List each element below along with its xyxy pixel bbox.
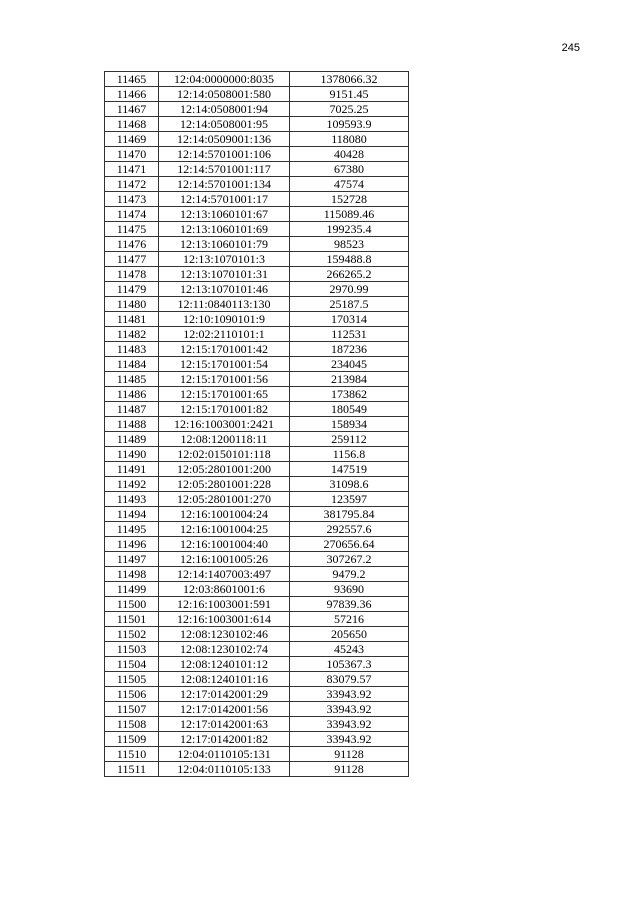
cadastral-number-cell: 12:14:5701001:134 [159,177,290,192]
table-row [105,522,409,537]
table-row [105,207,409,222]
cadastral-number-cell: 12:16:1001005:26 [159,552,290,567]
table-row [105,597,409,612]
row-number-cell: 11495 [105,522,159,537]
row-number-cell: 11479 [105,282,159,297]
row-number-cell: 11478 [105,267,159,282]
cadastral-number-cell: 12:16:1001004:24 [159,507,290,522]
value-cell: 115089.46 [290,207,409,222]
value-cell: 1378066.32 [290,72,409,87]
value-cell: 105367.3 [290,657,409,672]
table-row [105,582,409,597]
cadastral-number-cell: 12:08:1230102:74 [159,642,290,657]
value-cell: 91128 [290,747,409,762]
table-row [105,222,409,237]
cadastral-number-cell: 12:15:1701001:82 [159,402,290,417]
value-cell: 7025.25 [290,102,409,117]
cadastral-number-cell: 12:03:8601001:6 [159,582,290,597]
row-number-cell: 11496 [105,537,159,552]
value-cell: 292557.6 [290,522,409,537]
table-row [105,132,409,147]
row-number-cell: 11502 [105,627,159,642]
cadastral-number-cell: 12:13:1070101:31 [159,267,290,282]
value-cell: 33943.92 [290,687,409,702]
cadastral-number-cell: 12:15:1701001:65 [159,387,290,402]
row-number-cell: 11470 [105,147,159,162]
table-row [105,417,409,432]
cadastral-number-cell: 12:08:1230102:46 [159,627,290,642]
cadastral-number-cell: 12:13:1060101:67 [159,207,290,222]
value-cell: 170314 [290,312,409,327]
row-number-cell: 11504 [105,657,159,672]
cadastral-number-cell: 12:15:1701001:54 [159,357,290,372]
value-cell: 109593.9 [290,117,409,132]
table-row [105,627,409,642]
cadastral-number-cell: 12:13:1060101:69 [159,222,290,237]
value-cell: 158934 [290,417,409,432]
row-number-cell: 11501 [105,612,159,627]
table-row [105,147,409,162]
table-row [105,102,409,117]
value-cell: 67380 [290,162,409,177]
row-number-cell: 11509 [105,732,159,747]
registry-table-body [105,72,409,777]
value-cell: 1156.8 [290,447,409,462]
cadastral-number-cell: 12:16:1003001:2421 [159,417,290,432]
table-row [105,327,409,342]
cadastral-number-cell: 12:13:1060101:79 [159,237,290,252]
row-number-cell: 11482 [105,327,159,342]
value-cell: 123597 [290,492,409,507]
cadastral-number-cell: 12:15:1701001:42 [159,342,290,357]
row-number-cell: 11491 [105,462,159,477]
row-number-cell: 11483 [105,342,159,357]
table-row [105,687,409,702]
value-cell: 180549 [290,402,409,417]
cadastral-number-cell: 12:16:1001004:40 [159,537,290,552]
row-number-cell: 11472 [105,177,159,192]
value-cell: 159488.8 [290,252,409,267]
table-row [105,87,409,102]
row-number-cell: 11511 [105,762,159,777]
row-number-cell: 11467 [105,102,159,117]
row-number-cell: 11500 [105,597,159,612]
value-cell: 152728 [290,192,409,207]
cadastral-number-cell: 12:05:2801001:200 [159,462,290,477]
row-number-cell: 11485 [105,372,159,387]
cadastral-number-cell: 12:14:0508001:95 [159,117,290,132]
value-cell: 47574 [290,177,409,192]
cadastral-number-cell: 12:17:0142001:82 [159,732,290,747]
row-number-cell: 11475 [105,222,159,237]
value-cell: 57216 [290,612,409,627]
cadastral-number-cell: 12:02:2110101:1 [159,327,290,342]
row-number-cell: 11506 [105,687,159,702]
table-row [105,267,409,282]
value-cell: 213984 [290,372,409,387]
row-number-cell: 11468 [105,117,159,132]
value-cell: 199235.4 [290,222,409,237]
row-number-cell: 11497 [105,552,159,567]
cadastral-number-cell: 12:14:0508001:94 [159,102,290,117]
value-cell: 97839.36 [290,597,409,612]
table-row [105,252,409,267]
table-row [105,747,409,762]
cadastral-number-cell: 12:16:1003001:591 [159,597,290,612]
table-row [105,177,409,192]
row-number-cell: 11473 [105,192,159,207]
row-number-cell: 11488 [105,417,159,432]
cadastral-number-cell: 12:13:1070101:46 [159,282,290,297]
table-row [105,717,409,732]
table-row [105,117,409,132]
cadastral-number-cell: 12:05:2801001:228 [159,477,290,492]
cadastral-number-cell: 12:14:5701001:117 [159,162,290,177]
table-row [105,657,409,672]
value-cell: 9151.45 [290,87,409,102]
table-row [105,372,409,387]
cadastral-number-cell: 12:04:0000000:8035 [159,72,290,87]
table-row [105,567,409,582]
cadastral-number-cell: 12:08:1200118:11 [159,432,290,447]
cadastral-number-cell: 12:10:1090101:9 [159,312,290,327]
cadastral-number-cell: 12:14:0508001:580 [159,87,290,102]
cadastral-number-cell: 12:14:5701001:106 [159,147,290,162]
cadastral-number-cell: 12:14:0509001:136 [159,132,290,147]
table-row [105,432,409,447]
row-number-cell: 11486 [105,387,159,402]
table-row [105,672,409,687]
value-cell: 173862 [290,387,409,402]
row-number-cell: 11471 [105,162,159,177]
cadastral-number-cell: 12:17:0142001:63 [159,717,290,732]
cadastral-number-cell: 12:14:5701001:17 [159,192,290,207]
value-cell: 31098.6 [290,477,409,492]
value-cell: 83079.57 [290,672,409,687]
table-row [105,282,409,297]
row-number-cell: 11487 [105,402,159,417]
value-cell: 33943.92 [290,702,409,717]
cadastral-number-cell: 12:04:0110105:133 [159,762,290,777]
cadastral-number-cell: 12:16:1001004:25 [159,522,290,537]
value-cell: 234045 [290,357,409,372]
row-number-cell: 11503 [105,642,159,657]
table-row [105,732,409,747]
cadastral-number-cell: 12:04:0110105:131 [159,747,290,762]
row-number-cell: 11481 [105,312,159,327]
value-cell: 187236 [290,342,409,357]
table-row [105,447,409,462]
table-row [105,552,409,567]
table-row [105,357,409,372]
cadastral-number-cell: 12:15:1701001:56 [159,372,290,387]
cadastral-number-cell: 12:13:1070101:3 [159,252,290,267]
table-row [105,387,409,402]
table-row [105,702,409,717]
value-cell: 259112 [290,432,409,447]
value-cell: 33943.92 [290,732,409,747]
row-number-cell: 11505 [105,672,159,687]
table-row [105,402,409,417]
value-cell: 118080 [290,132,409,147]
value-cell: 93690 [290,582,409,597]
row-number-cell: 11507 [105,702,159,717]
row-number-cell: 11499 [105,582,159,597]
cadastral-number-cell: 12:14:1407003:497 [159,567,290,582]
table-row [105,192,409,207]
table-row [105,342,409,357]
value-cell: 266265.2 [290,267,409,282]
row-number-cell: 11477 [105,252,159,267]
cadastral-number-cell: 12:17:0142001:29 [159,687,290,702]
row-number-cell: 11474 [105,207,159,222]
value-cell: 112531 [290,327,409,342]
value-cell: 270656.64 [290,537,409,552]
value-cell: 45243 [290,642,409,657]
row-number-cell: 11466 [105,87,159,102]
value-cell: 147519 [290,462,409,477]
cadastral-number-cell: 12:16:1003001:614 [159,612,290,627]
value-cell: 205650 [290,627,409,642]
row-number-cell: 11476 [105,237,159,252]
table-row [105,162,409,177]
table-row [105,642,409,657]
cadastral-number-cell: 12:08:1240101:12 [159,657,290,672]
row-number-cell: 11508 [105,717,159,732]
page-number: 245 [561,42,580,54]
row-number-cell: 11494 [105,507,159,522]
cadastral-number-cell: 12:11:0840113:130 [159,297,290,312]
table-row [105,507,409,522]
table-row [105,462,409,477]
value-cell: 307267.2 [290,552,409,567]
row-number-cell: 11489 [105,432,159,447]
row-number-cell: 11498 [105,567,159,582]
cadastral-number-cell: 12:02:0150101:118 [159,447,290,462]
value-cell: 91128 [290,762,409,777]
registry-table [104,71,409,777]
row-number-cell: 11484 [105,357,159,372]
row-number-cell: 11490 [105,447,159,462]
row-number-cell: 11480 [105,297,159,312]
table-row [105,612,409,627]
value-cell: 2970.99 [290,282,409,297]
value-cell: 381795.84 [290,507,409,522]
table-row [105,237,409,252]
table-row [105,312,409,327]
value-cell: 98523 [290,237,409,252]
row-number-cell: 11493 [105,492,159,507]
row-number-cell: 11492 [105,477,159,492]
value-cell: 9479.2 [290,567,409,582]
table-row [105,762,409,777]
table-row [105,477,409,492]
table-row [105,72,409,87]
row-number-cell: 11469 [105,132,159,147]
row-number-cell: 11465 [105,72,159,87]
cadastral-number-cell: 12:05:2801001:270 [159,492,290,507]
cadastral-number-cell: 12:17:0142001:56 [159,702,290,717]
table-row [105,537,409,552]
value-cell: 33943.92 [290,717,409,732]
value-cell: 40428 [290,147,409,162]
value-cell: 25187.5 [290,297,409,312]
table-row [105,492,409,507]
cadastral-number-cell: 12:08:1240101:16 [159,672,290,687]
table-row [105,297,409,312]
row-number-cell: 11510 [105,747,159,762]
